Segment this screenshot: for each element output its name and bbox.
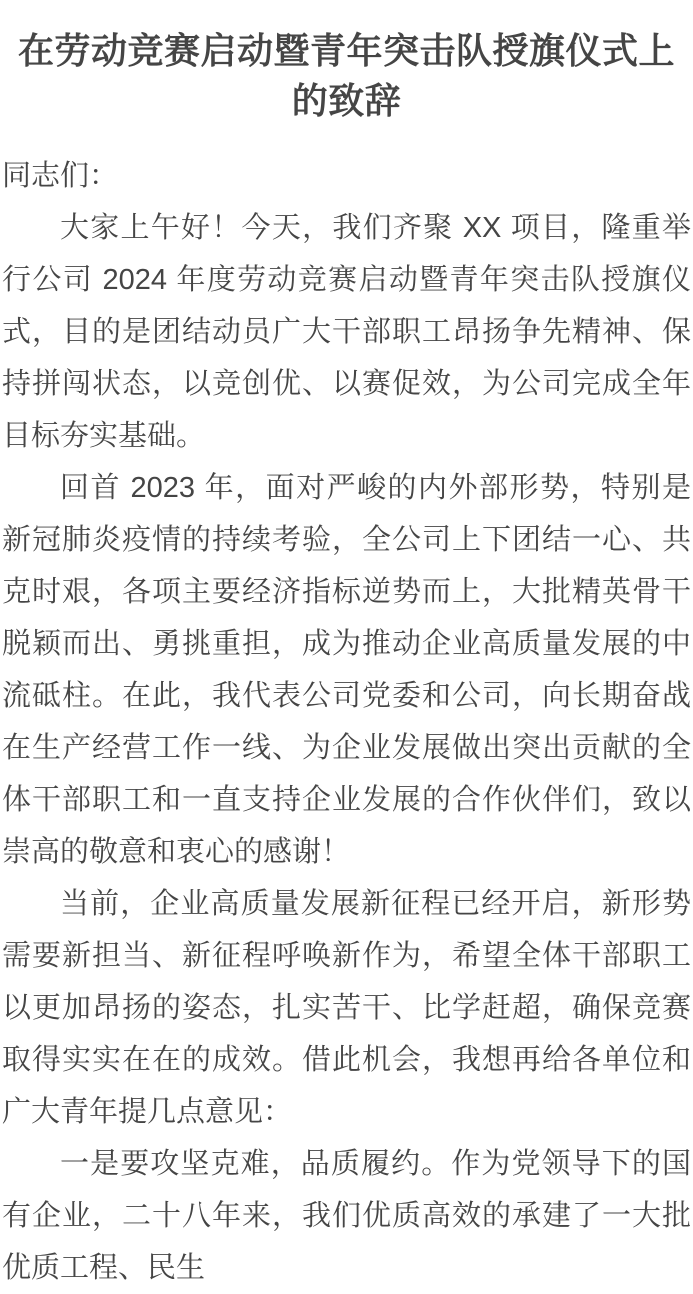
paragraph-greeting: 大家上午好！今天，我们齐聚 XX 项目，隆重举行公司 2024 年度劳动竞赛启动暨青年突击队授旗仪式，目的是团结动员广大干部职工昂扬争先精神、保持拼闯状态，以竞创优、以赛促效，为公司完成全年目标夯实基础。	[2, 212, 691, 452]
page-title: 在劳动竞赛启动暨青年突击队授旗仪式上的致辞	[17, 30, 675, 121]
paragraph-first-point: 一是要攻坚克难，品质履约。作为党领导下的国有企业，二十八年来，我们优质高效的承建了一大批优质工程、民生	[2, 1148, 691, 1284]
document-page	[0, 26, 693, 1284]
paragraph-current-situation: 当前，企业高质量发展新征程已经开启，新形势需要新担当、新征程呼唤新作为，希望全体干部职工以更加昂扬的姿态，扎实苦干、比学赶超，确保竞赛取得实实在在的成效。借此机会，我想再给各单位和广大青年提几点意见：	[2, 888, 691, 1128]
speech-document	[0, 26, 693, 1294]
salutation-paragraph: 同志们：	[2, 160, 119, 192]
paragraph-review-2023: 回首 2023 年，面对严峻的内外部形势，特别是新冠肺炎疫情的持续考验，全公司上下团结一心、共克时艰，各项主要经济指标逆势而上，大批精英骨干脱颖而出、勇挑重担，成为推动企业高质量发展的中流砥柱。在此，我代表公司党委和公司，向长期奋战在生产经营工作一线、为企业发展做出突出贡献的全体干部职工和一直支持企业发展的合作伙伴们，致以崇高的敬意和衷心的感谢！	[2, 472, 691, 868]
